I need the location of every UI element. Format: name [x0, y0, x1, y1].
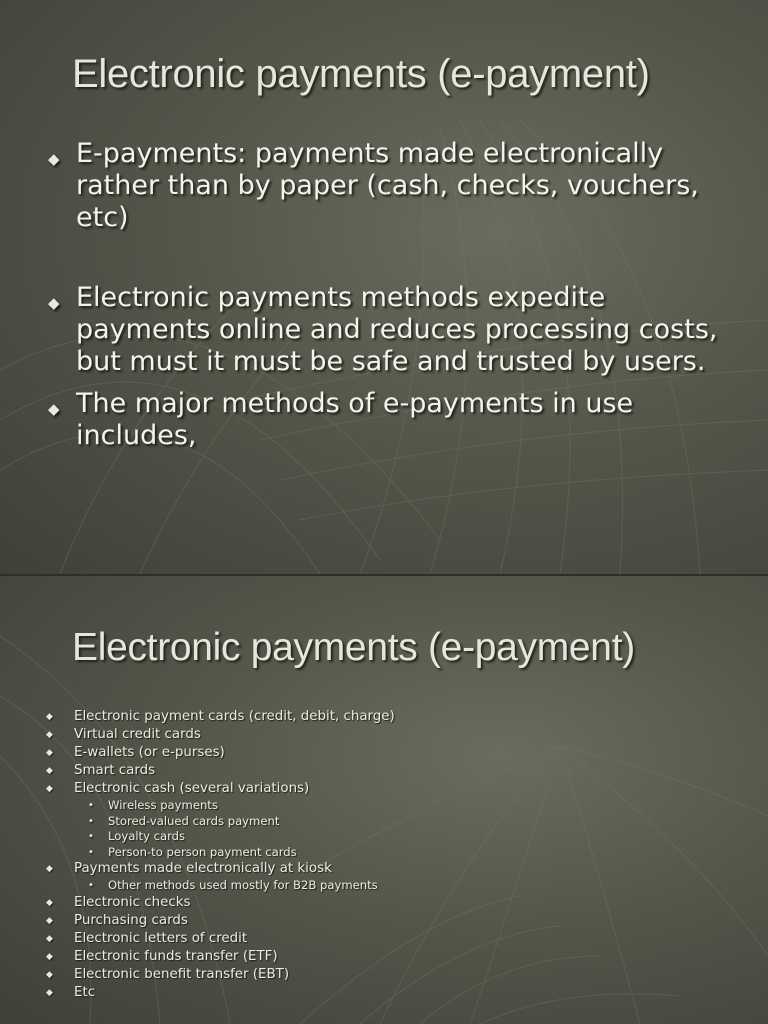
list-item — [46, 388, 746, 452]
diamond-bullet-icon: ◆ — [46, 951, 53, 962]
dot-bullet-icon: • — [88, 880, 94, 891]
diamond-bullet-icon: ◆ — [46, 897, 53, 908]
item-text: Purchasing cards — [74, 912, 188, 928]
item-text: Loyalty cards — [108, 829, 186, 843]
list-item — [46, 984, 746, 1002]
diamond-bullet-icon: ◆ — [46, 712, 53, 722]
bullet-text: E-payments: payments made electronically rather than by paper (cash, checks, vouchers, etc) — [76, 138, 699, 233]
list-item — [46, 138, 746, 234]
list-item — [46, 744, 746, 762]
dot-bullet-icon: • — [88, 815, 94, 827]
list-item — [46, 282, 746, 378]
slide-2 — [0, 576, 768, 1024]
diamond-bullet-icon: ◆ — [46, 748, 53, 758]
item-text: Electronic funds transfer (ETF) — [74, 948, 278, 964]
sub-list-item — [46, 878, 746, 894]
item-text: Electronic cash (several variations) — [74, 781, 310, 796]
item-text: Virtual credit cards — [74, 727, 201, 742]
item-text: Electronic benefit transfer (EBT) — [74, 966, 290, 982]
item-text: Smart cards — [74, 763, 156, 778]
diamond-bullet-icon: ◆ — [46, 784, 53, 794]
list-item — [46, 894, 746, 912]
slide-title: Electronic payments (e-payment) — [72, 52, 650, 96]
bullet-list — [46, 138, 746, 452]
diamond-bullet-icon: ◆ — [46, 915, 53, 926]
list-item — [46, 912, 746, 930]
diamond-bullet-icon: ◆ — [46, 987, 53, 998]
sub-list-item — [46, 845, 746, 861]
list-item — [46, 860, 746, 878]
diamond-bullet-icon: ◆ — [48, 294, 60, 312]
item-text: Stored-valued cards payment — [108, 813, 280, 828]
list-item — [46, 966, 746, 984]
item-text: Electronic letters of credit — [74, 930, 248, 946]
item-text: Etc — [74, 984, 96, 1000]
bullet-text: The major methods of e-payments in use includes, — [76, 388, 634, 451]
diamond-bullet-icon: ◆ — [46, 969, 53, 980]
list-item — [46, 708, 746, 726]
diamond-bullet-icon: ◆ — [46, 730, 53, 740]
sub-list-item — [46, 798, 746, 814]
diamond-bullet-icon: ◆ — [48, 400, 60, 418]
diamond-bullet-icon: ◆ — [48, 150, 60, 168]
slide-title: Electronic payments (e-payment) — [72, 626, 635, 669]
payment-methods-list — [46, 708, 746, 1002]
item-text: Electronic checks — [74, 894, 191, 910]
diamond-bullet-icon: ◆ — [46, 766, 53, 776]
item-text: Payments made electronically at kiosk — [74, 861, 332, 876]
sub-list-item — [46, 814, 746, 830]
list-item — [46, 948, 746, 966]
dot-bullet-icon: • — [88, 800, 94, 811]
list-item — [46, 726, 746, 744]
diamond-bullet-icon: ◆ — [46, 933, 53, 944]
item-text: E-wallets (or e-purses) — [74, 745, 225, 760]
item-text: Wireless payments — [108, 798, 218, 812]
sub-list-item — [46, 829, 746, 845]
item-text: Person-to person payment cards — [108, 844, 297, 859]
list-item — [46, 930, 746, 948]
list-item — [46, 780, 746, 798]
dot-bullet-icon: • — [88, 846, 94, 858]
item-text: Electronic payment cards (credit, debit, charge) — [74, 709, 395, 724]
item-text: Other methods used mostly for B2B payments — [108, 878, 378, 892]
diamond-bullet-icon: ◆ — [46, 864, 53, 874]
dot-bullet-icon: • — [88, 831, 94, 842]
list-item — [46, 762, 746, 780]
bullet-text: Electronic payments methods expedite payments online and reduces processing costs, but must it must be safe and trusted by users. — [76, 282, 718, 377]
